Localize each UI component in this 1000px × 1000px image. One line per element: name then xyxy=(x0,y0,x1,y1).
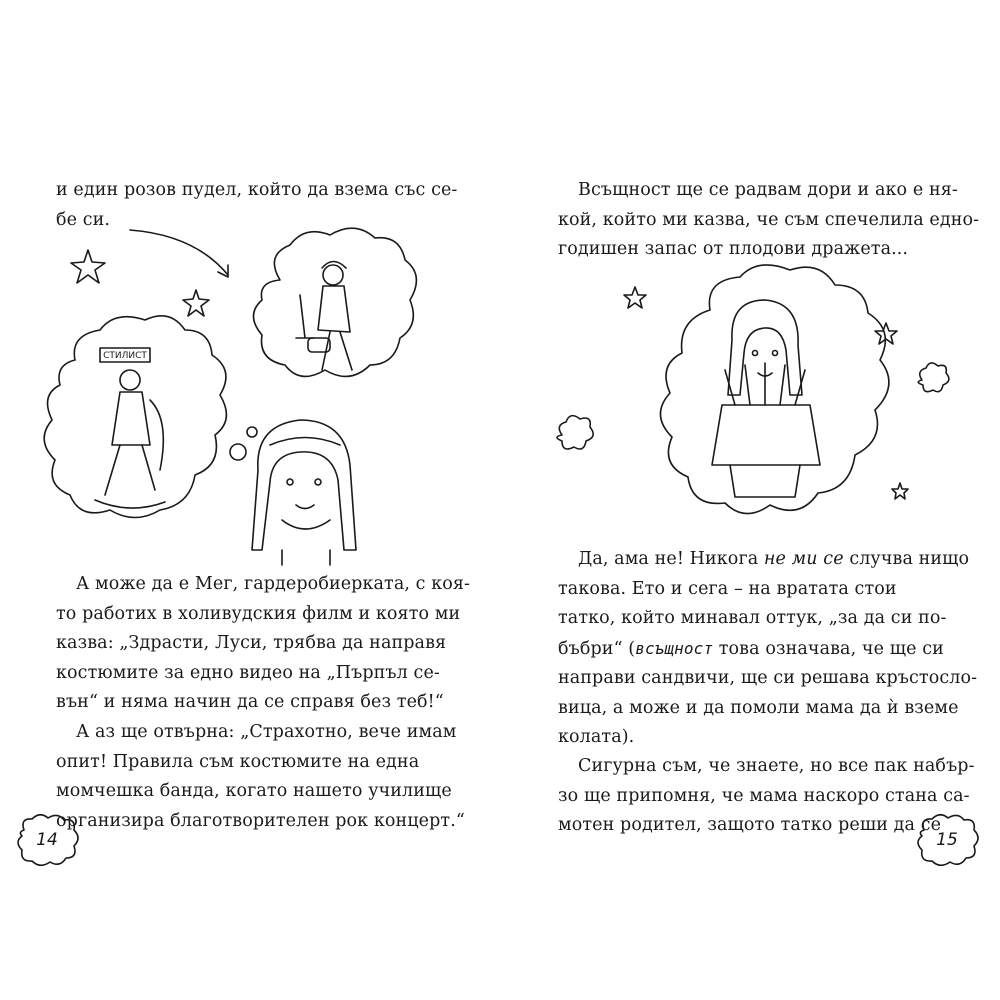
star-icon xyxy=(71,250,105,283)
star-icon xyxy=(183,290,209,316)
text-line: организира благотворителен рок концерт.“ xyxy=(56,810,465,831)
text-fragment: това означава, че ще си xyxy=(713,638,944,659)
text-line: Всъщност ще се радвам дори и ако е ня- xyxy=(578,180,958,200)
page-number: 15 xyxy=(936,830,958,850)
girl-portrait xyxy=(252,420,356,550)
left-illustration xyxy=(0,220,500,580)
text-line: мотен родител, защото татко реши да се xyxy=(558,815,942,835)
left-paragraph-3 xyxy=(56,718,465,836)
text-line: вън“ и няма начин да се справя без теб!“ xyxy=(56,692,444,712)
sign-text: СТИЛИСТ xyxy=(103,351,147,361)
text-line: момчешка банда, когато нашето училище xyxy=(56,781,452,801)
left-paragraph-2 xyxy=(56,570,470,718)
text-line: опит! Правила съм костюмите на една xyxy=(56,751,420,772)
text-fragment: случва нищо xyxy=(843,549,970,569)
handwritten-text: всъщност xyxy=(635,638,714,658)
flower-icon xyxy=(557,416,593,449)
text-line: Сигурна съм, че знаете, но все пак набър- xyxy=(578,756,975,776)
text-line: А аз ще отвърна: „Страхотно, вече имам xyxy=(76,722,457,742)
text-line: зо ще припомня, че мама наскоро стана са- xyxy=(558,785,970,806)
text-line: кой, който ми казва, че съм спечелила едно- xyxy=(558,209,980,230)
star-icon xyxy=(624,287,646,308)
page-number: 14 xyxy=(36,830,58,850)
star-icon xyxy=(892,483,908,499)
page-number-badge xyxy=(12,810,82,870)
right-paragraph-1 xyxy=(558,176,979,265)
text-line: такова. Ето и сега – на вратата стои xyxy=(558,578,897,599)
page-number-badge xyxy=(912,810,982,870)
right-illustration xyxy=(500,265,1000,535)
text-line xyxy=(558,634,977,665)
right-paragraph-2 xyxy=(558,545,977,753)
thought-cloud xyxy=(44,316,226,518)
text-fragment: бъбри“ ( xyxy=(558,638,636,659)
arrow-icon xyxy=(130,230,228,275)
text-line: и един розов пудел, който да взема със се- xyxy=(56,180,458,200)
text-fragment: Да, ама не! Никога xyxy=(578,549,764,569)
text-line: татко, който минавал оттук, „за да си по- xyxy=(558,608,947,628)
emphasis-text: не ми се xyxy=(763,549,844,569)
text-line: вица, а може и да помоли мама да ѝ вземе xyxy=(558,697,959,718)
text-line: направи сандвичи, ще си решава кръстосло- xyxy=(558,668,978,688)
text-line: казва: „Здрасти, Луси, трябва да направя xyxy=(56,633,447,653)
text-line xyxy=(558,545,977,575)
right-page xyxy=(500,0,1000,1000)
text-line: годишен запас от плодови дражета... xyxy=(558,239,909,259)
text-line: костюмите за едно видео на „Пърпъл се- xyxy=(56,662,440,683)
thought-cloud xyxy=(254,228,417,376)
text-line: то работих в холивудския филм и която ми xyxy=(56,603,461,624)
flower-icon xyxy=(918,363,949,392)
text-line: бе си. xyxy=(56,209,111,230)
text-line: А може да е Мег, гардеробиерката, с коя- xyxy=(76,574,471,594)
text-line: колата). xyxy=(558,727,635,747)
